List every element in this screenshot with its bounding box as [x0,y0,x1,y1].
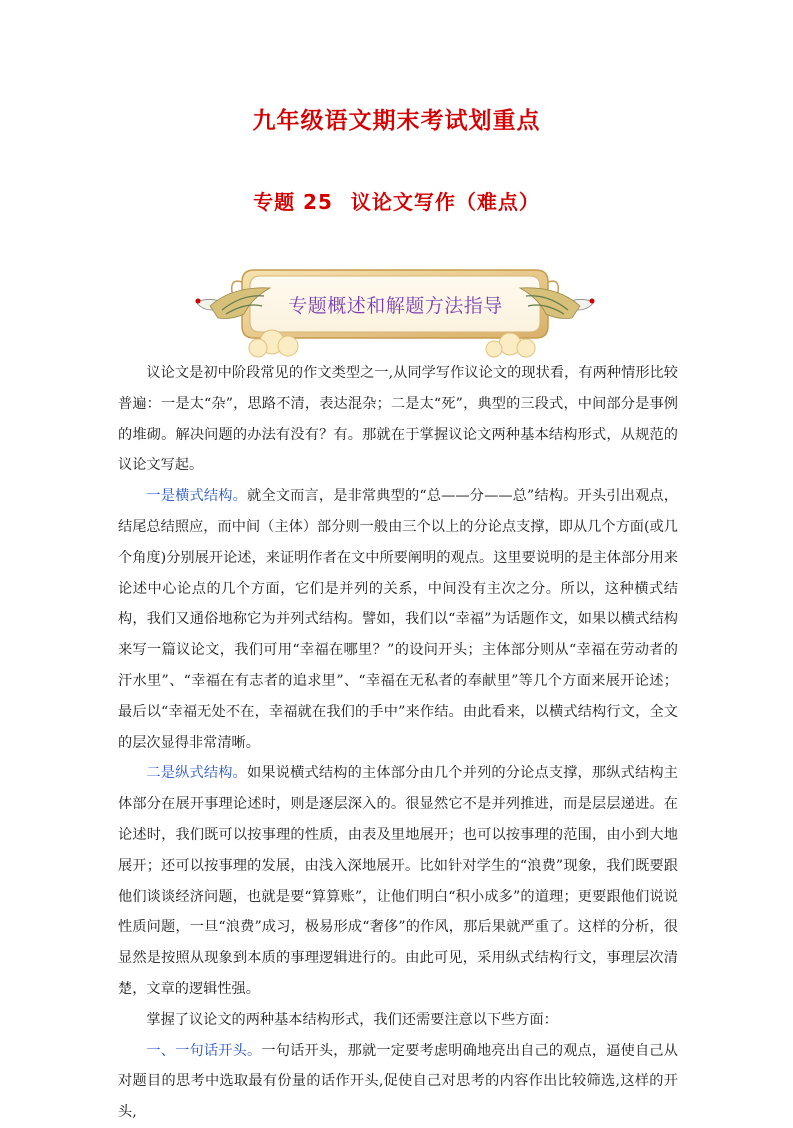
section-banner [192,262,598,360]
topic-name: 议论文写作（难点） [350,190,540,214]
paragraph-vertical-structure [118,758,678,1004]
one-sentence-opening-heading: 一、一句话开头。 [146,1042,262,1059]
topic-subtitle [0,186,793,215]
topic-number: 专题 25 [253,190,333,214]
banner-title: 专题概述和解题方法指导 [288,295,503,317]
article-body [118,358,678,1128]
paragraph-horizontal-structure [118,481,678,758]
paragraph-intro: 议论文是初中阶段常见的作文类型之一,从同学写作议论文的现状看，有两种情形比较普遍：一是太“杂”，思路不清，表达混杂；二是太“死”，典型的三段式，中间部分是事例的堆砌。解决问题的办法有没有？有。那就在于掌握议论文两种基本结构形式，从规范的议论文写起。 [118,365,678,474]
horizontal-structure-heading: 一是横式结构。 [146,488,247,505]
document-title: 九年级语文期末考试划重点 [252,108,541,134]
vertical-structure-text: 如果说横式结构的主体部分由几个并列的分论点支撑，那纵式结构主体部分在展开事理论述时，则是逐层深入的。很显然它不是并列推进，而是层层递进。在论述时，我们既可以按事理的性质，由表及里地展开；也可以按事理的范围，由小到大地展开；还可以按事理的发展，由浅入深地展开。比如针对学生的“浪费”现象，我们既要跟他们谈谈经济问题，也就是要“算算账”，让他们明白“积小成多”的道理；更要跟他们说说性质问题，一旦“浪费”成习，极易形成“奢侈”的作风，那后果就严重了。这样的分析，很显然是按照从现象到本质的事理逻辑进行的。由此可见，采用纵式结构行文，事理层次清楚，文章的逻辑性强。 [118,765,678,997]
paragraph-one-sentence-opening [118,1036,678,1128]
paragraph-transition: 掌握了议论文的两种基本结构形式，我们还需要注意以下些方面： [146,1011,558,1028]
one-sentence-opening-text: 一句话开头，那就一定要考虑明确地亮出自己的观点，逼使自己从对题目的思考中选取最有份量的话作开头,促使自己对思考的内容作出比较筛选,这样的开头, [118,1042,678,1121]
vertical-structure-heading: 二是纵式结构。 [146,765,247,782]
horizontal-structure-text: 就全文而言，是非常典型的“总——分——总”结构。开头引出观点，结尾总结照应，而中间（主体）部分则一般由三个以上的分论点支撑，即从几个方面(或几个角度)分别展开论述，来证明作者在文中所要阐明的观点。这里要说明的是主体部分用来论述中心论点的几个方面，它们是并列的关系，中间没有主次之分。所以，这种横式结构，我们又通俗地称它为并列式结构。譬如，我们以“幸福”为话题作文，如果以横式结构来写一篇议论文，我们可用“幸福在哪里？”的设问开头；主体部分则从“幸福在劳动者的汗水里”、“幸福在有志者的追求里”、“幸福在无私者的奉献里”等几个方面来展开论述；最后以“幸福无处不在，幸福就在我们的手中”来作结。由此看来，以横式结构行文，全文的层次显得非常清晰。 [118,488,678,751]
